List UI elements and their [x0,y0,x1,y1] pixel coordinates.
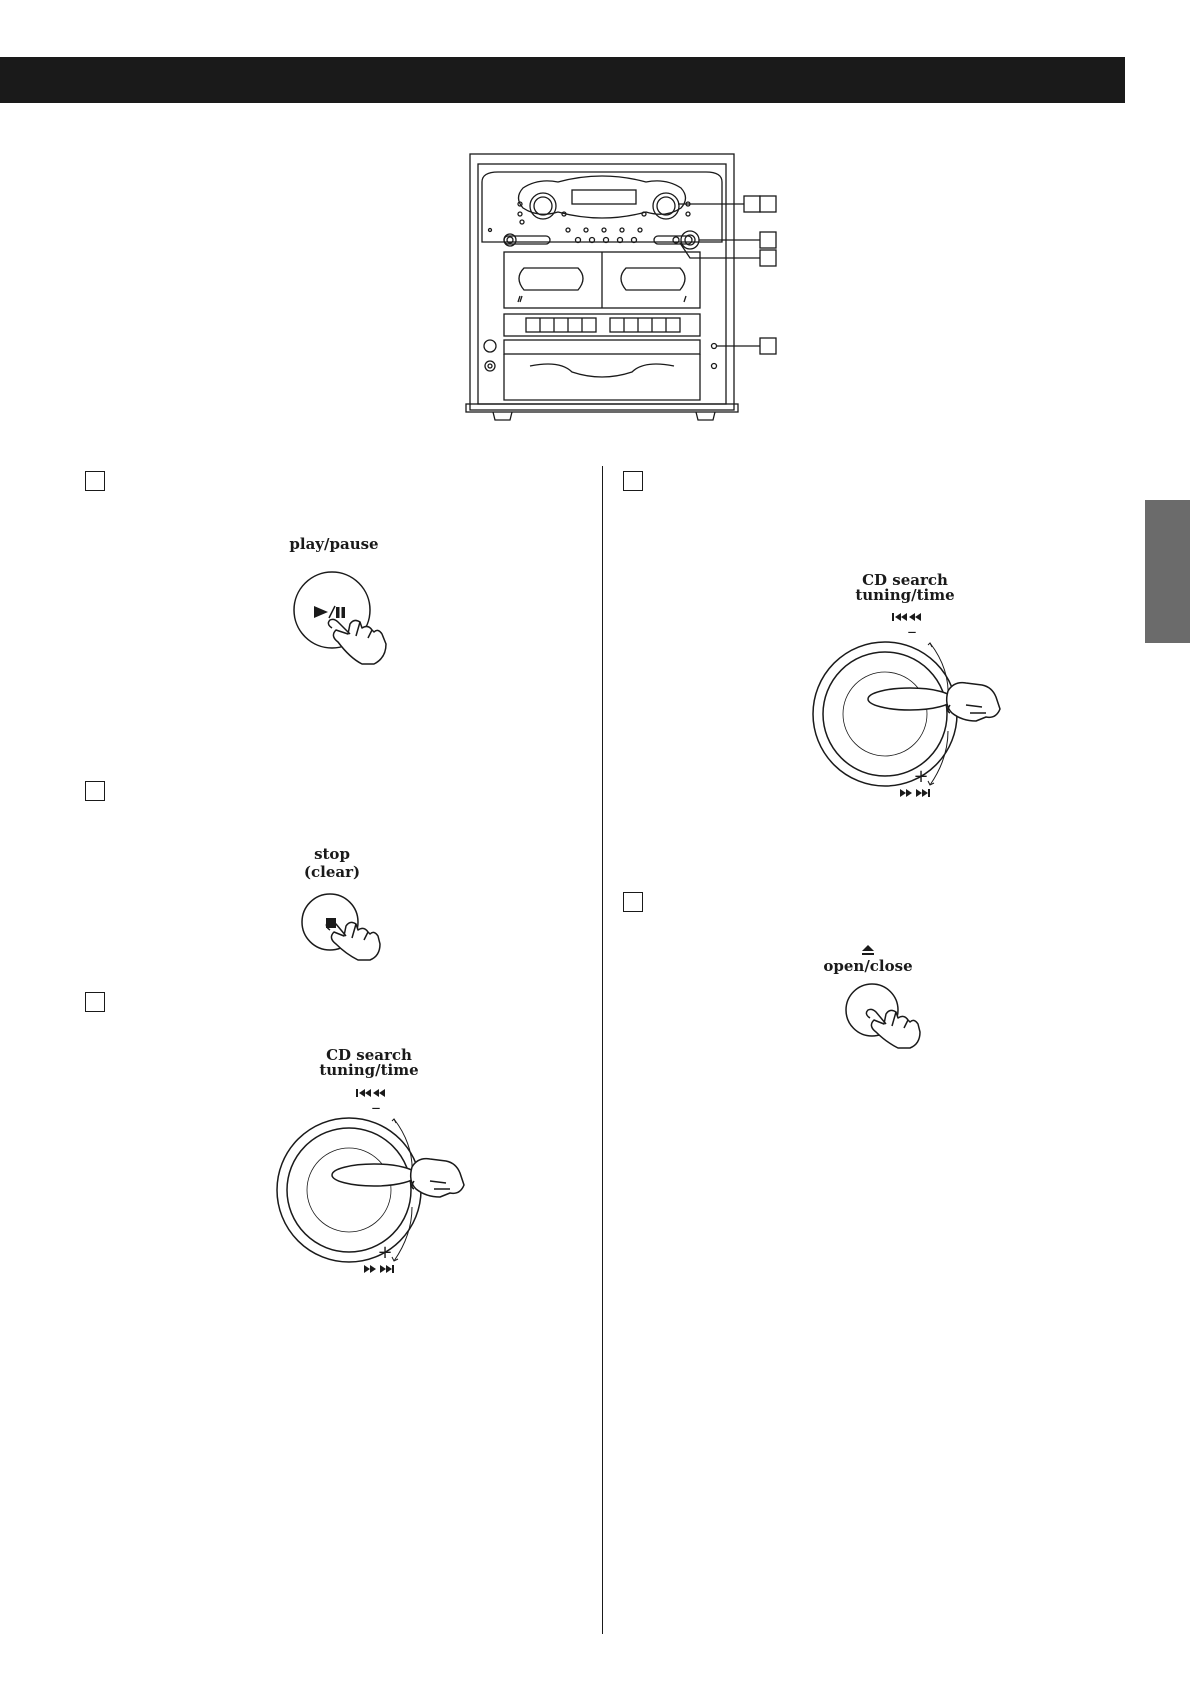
skip-back-icon [356,1089,371,1097]
cd-search-dial[interactable] [264,1085,494,1275]
plus-sign: + [377,1242,393,1263]
cd-search-label: CD search [326,1046,412,1064]
column-divider [602,466,603,1634]
tuning-time-label-right: tuning/time [855,586,955,604]
stop-label: stop [314,845,350,863]
step-marker-4 [623,471,643,491]
hand-pointer-icon [947,683,1000,721]
minus-sign: – [371,1097,381,1118]
stop-button[interactable] [300,892,400,964]
stop-clear-label: (clear) [303,863,361,881]
skip-back-icon [892,613,907,621]
play-pause-button[interactable] [290,572,410,667]
open-close-button[interactable] [844,982,944,1054]
play-pause-label: play/pause [289,535,379,553]
step-marker-3 [85,992,105,1012]
section-tab [1145,500,1190,643]
skip-forward-icon [380,1265,394,1273]
eject-icon [861,944,875,956]
open-close-label: open/close [823,957,913,975]
cd-search-dial-right[interactable] [800,609,1030,799]
rewind-icon [373,1089,385,1097]
step-marker-2 [85,781,105,801]
rewind-icon [909,613,921,621]
header-bar [0,57,1125,103]
plus-sign: + [913,766,929,787]
hand-pointer-icon [411,1159,464,1197]
skip-forward-icon [916,789,930,797]
step-marker-1 [85,471,105,491]
cd-search-label-right: CD search [862,571,948,589]
step-marker-5 [623,892,643,912]
fast-forward-icon [900,789,912,797]
tuning-time-label: tuning/time [319,1061,419,1079]
minus-sign: – [907,621,917,642]
fast-forward-icon [364,1265,376,1273]
stereo-unit-illustration [468,150,788,425]
